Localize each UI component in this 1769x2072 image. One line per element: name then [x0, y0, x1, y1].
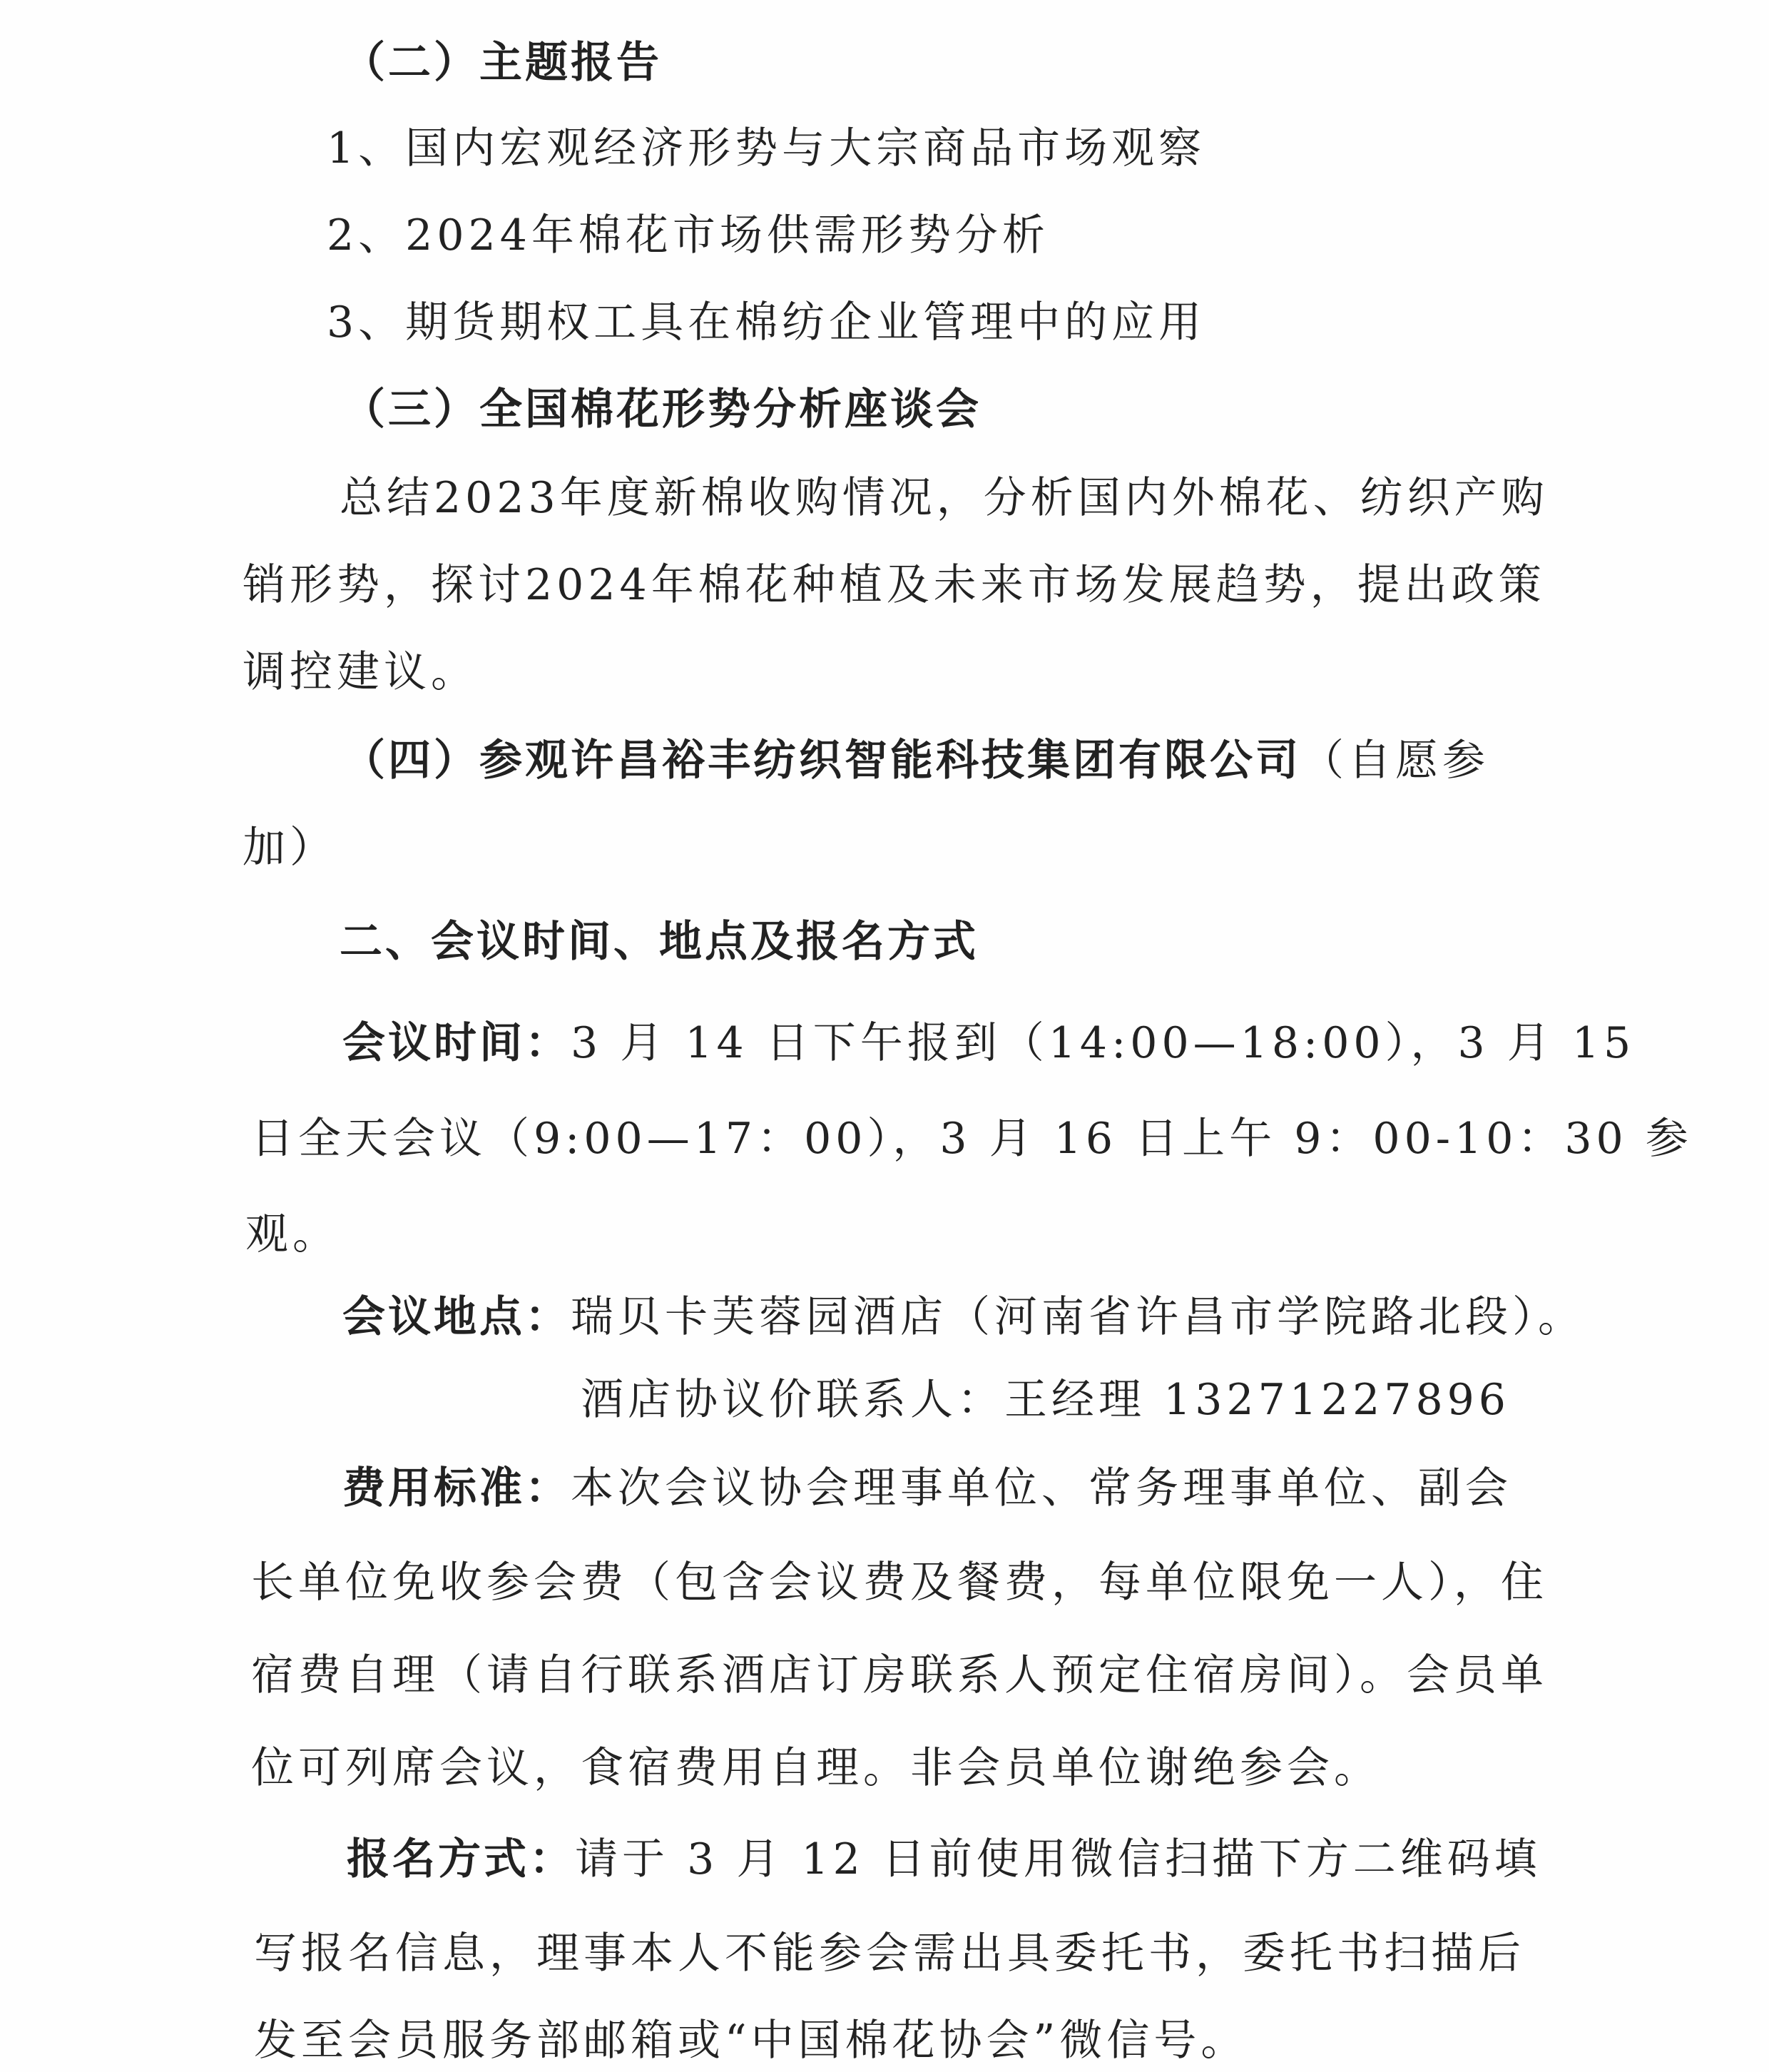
signup-line	[347, 1831, 1541, 1888]
meeting-location-value: 瑞贝卡芙蓉园酒店（河南省许昌市学院路北段）。	[571, 1292, 1585, 1342]
list-item: 1、国内宏观经济形势与大宗商品市场观察	[327, 123, 1206, 173]
meeting-location-line	[342, 1289, 1585, 1346]
signup-line: 发至会员服务部邮箱或“中国棉花协会”微信号。	[254, 2016, 1248, 2066]
meeting-time-label: 会议时间：	[342, 1018, 571, 1068]
visit-heading-tail: （自愿参	[1301, 736, 1489, 786]
visit-heading-continuation: 加）	[243, 823, 337, 873]
section-heading-visit	[342, 732, 1489, 789]
fee-line: 长单位免收参会费（包含会议费及餐费，每单位限免一人），住	[251, 1558, 1548, 1608]
fee-line: 位可列席会议，食宿费用自理。非会员单位谢绝参会。	[251, 1743, 1381, 1793]
hotel-contact: 酒店协议价联系人：王经理 13271227896	[581, 1375, 1510, 1425]
fee-line: 宿费自理（请自行联系酒店订房联系人预定住宿房间）。会员单	[251, 1650, 1548, 1700]
meeting-time-value: 3 月 14 日下午报到（14:00—18:00），3 月 15	[571, 1018, 1636, 1068]
paragraph-line: 调控建议。	[243, 647, 478, 697]
section-heading-forum: （三）全国棉花形势分析座谈会	[342, 385, 982, 435]
meeting-time-line: 日全天会议（9:00—17：00），3 月 16 日上午 9：00-10：30 参	[251, 1114, 1693, 1164]
fee-line	[342, 1460, 1512, 1517]
list-item: 3、期货期权工具在棉纺企业管理中的应用	[327, 298, 1206, 347]
meeting-time-line	[342, 1015, 1635, 1072]
signup-label: 报名方式：	[347, 1834, 575, 1884]
fee-value: 本次会议协会理事单位、常务理事单位、副会	[571, 1463, 1512, 1513]
signup-value: 请于 3 月 12 日前使用微信扫描下方二维码填	[575, 1834, 1541, 1884]
visit-heading-main: （四）参观许昌裕丰纺织智能科技集团有限公司	[342, 736, 1301, 786]
section-heading-keynote: （二）主题报告	[342, 38, 662, 88]
list-item: 2、2024年棉花市场供需形势分析	[327, 210, 1049, 260]
meeting-location-label: 会议地点：	[342, 1292, 571, 1342]
paragraph-line: 销形势，探讨2024年棉花种植及未来市场发展趋势，提出政策	[243, 560, 1546, 610]
part-heading: 二、会议时间、地点及报名方式	[340, 917, 979, 967]
fee-label: 费用标准：	[342, 1463, 571, 1513]
meeting-time-line: 观。	[245, 1209, 340, 1259]
paragraph-line: 总结2023年度新棉收购情况，分析国内外棉花、纺织产购	[340, 473, 1549, 523]
signup-line: 写报名信息，理事本人不能参会需出具委托书，委托书扫描后	[254, 1929, 1525, 1979]
